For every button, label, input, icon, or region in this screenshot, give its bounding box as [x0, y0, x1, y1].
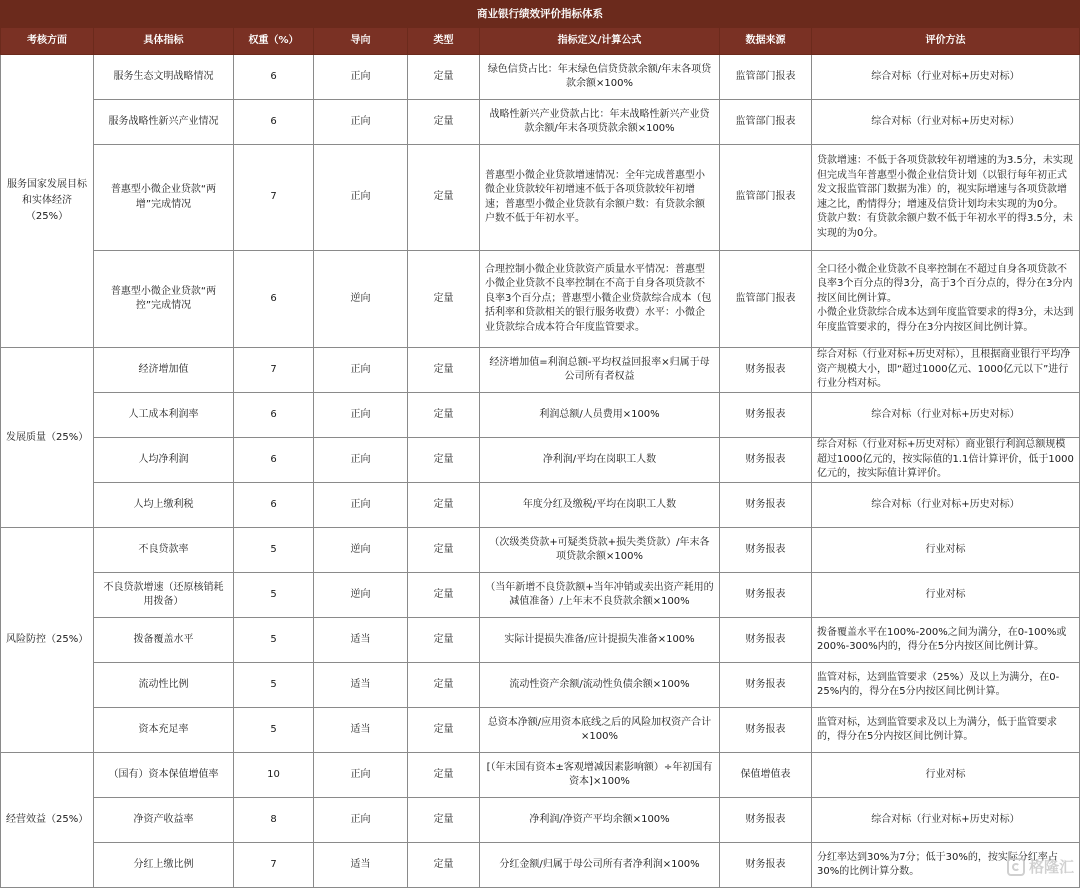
type-cell: 定量: [408, 753, 480, 798]
method-cell: 分红率达到30%为7分；低于30%的，按实际分红率占30%的比例计算分数。: [812, 843, 1080, 888]
direction-cell: 逆向: [314, 251, 408, 348]
table-row: [1, 348, 1080, 393]
method-cell: 行业对标: [812, 573, 1080, 618]
weight-cell: 6: [234, 483, 314, 528]
table-row: [1, 251, 1080, 348]
source-cell: 财务报表: [720, 393, 812, 438]
definition-cell: 实际计提损失准备/应计提损失准备×100%: [480, 618, 720, 663]
header-direction: 导向: [314, 28, 408, 55]
weight-cell: 8: [234, 798, 314, 843]
weight-cell: 7: [234, 348, 314, 393]
weight-cell: 7: [234, 145, 314, 251]
direction-cell: 正向: [314, 753, 408, 798]
table-row: [1, 753, 1080, 798]
definition-cell: 利润总额/人员费用×100%: [480, 393, 720, 438]
direction-cell: 正向: [314, 483, 408, 528]
table-row: [1, 393, 1080, 438]
header-weight: 权重（%）: [234, 28, 314, 55]
type-cell: 定量: [408, 573, 480, 618]
indicator-cell: 资本充足率: [94, 708, 234, 753]
table-body: [1, 55, 1080, 888]
type-cell: 定量: [408, 843, 480, 888]
source-cell: 财务报表: [720, 708, 812, 753]
definition-cell: 净利润/净资产平均余额×100%: [480, 798, 720, 843]
direction-cell: 正向: [314, 100, 408, 145]
direction-cell: 正向: [314, 55, 408, 100]
direction-cell: 正向: [314, 348, 408, 393]
source-cell: 财务报表: [720, 528, 812, 573]
source-cell: 财务报表: [720, 438, 812, 483]
indicator-cell: 不良贷款率: [94, 528, 234, 573]
table-row: [1, 100, 1080, 145]
source-cell: 财务报表: [720, 798, 812, 843]
weight-cell: 6: [234, 438, 314, 483]
definition-cell: 分红金额/归属于母公司所有者净利润×100%: [480, 843, 720, 888]
definition-cell: 绿色信贷占比：年末绿色信贷贷款余额/年末各项贷款余额×100%: [480, 55, 720, 100]
indicator-cell: 经济增加值: [94, 348, 234, 393]
header-method: 评价方法: [812, 28, 1080, 55]
method-cell: 综合对标（行业对标+历史对标）: [812, 393, 1080, 438]
method-cell: 综合对标（行业对标+历史对标）: [812, 55, 1080, 100]
dimension-cell: 经营效益（25%）: [1, 753, 94, 888]
direction-cell: 正向: [314, 798, 408, 843]
direction-cell: 适当: [314, 708, 408, 753]
type-cell: 定量: [408, 438, 480, 483]
indicator-cell: 不良贷款增速（还原核销耗用拨备）: [94, 573, 234, 618]
type-cell: 定量: [408, 483, 480, 528]
source-cell: 财务报表: [720, 843, 812, 888]
definition-cell: 战略性新兴产业贷款占比：年末战略性新兴产业贷款余额/年末各项贷款余额×100%: [480, 100, 720, 145]
direction-cell: 正向: [314, 145, 408, 251]
indicator-cell: 普惠型小微企业贷款“两控”完成情况: [94, 251, 234, 348]
table-row: [1, 528, 1080, 573]
table-title: 商业银行绩效评价指标体系: [1, 1, 1080, 28]
direction-cell: 正向: [314, 393, 408, 438]
definition-cell: 合理控制小微企业贷款资产质量水平情况：普惠型小微企业贷款不良率控制在不高于自身各项贷款不良率3个百分点；普惠型小微企业贷款综合成本（包括利率和贷款相关的银行服务收费）水平：小微企业贷款综合成本符合年度监管要求。: [480, 251, 720, 348]
header-dimension: 考核方面: [1, 28, 94, 55]
source-cell: 监管部门报表: [720, 145, 812, 251]
type-cell: 定量: [408, 348, 480, 393]
definition-cell: 经济增加值=利润总额-平均权益回报率×归属于母公司所有者权益: [480, 348, 720, 393]
indicator-cell: 净资产收益率: [94, 798, 234, 843]
indicator-cell: 普惠型小微企业贷款“两增”完成情况: [94, 145, 234, 251]
direction-cell: 适当: [314, 843, 408, 888]
type-cell: 定量: [408, 145, 480, 251]
method-cell: 综合对标（行业对标+历史对标）: [812, 483, 1080, 528]
definition-cell: 流动性资产余额/流动性负债余额×100%: [480, 663, 720, 708]
weight-cell: 10: [234, 753, 314, 798]
weight-cell: 6: [234, 55, 314, 100]
method-cell: 贷款增速：不低于各项贷款较年初增速的为3.5分，未实现但完成当年普惠型小微企业信贷计划（以银行每年初正式发文报监管部门数据为准）的，视实际增速与各项贷款增速之比，酌情得分；增速及信贷计划均未实现的为0分。 贷款户数：有贷款余额户数不低于年初水平的得3.5分，未实现的为0分。: [812, 145, 1080, 251]
method-cell: 综合对标（行业对标+历史对标）: [812, 100, 1080, 145]
method-cell: 监管对标，达到监管要求（25%）及以上为满分，在0-25%内的，得分在5分内按区间比例计算。: [812, 663, 1080, 708]
table-row: [1, 438, 1080, 483]
source-cell: 财务报表: [720, 348, 812, 393]
type-cell: 定量: [408, 798, 480, 843]
source-cell: 财务报表: [720, 618, 812, 663]
gelonghui-logo-icon: [1007, 858, 1025, 876]
definition-cell: 总资本净额/应用资本底线之后的风险加权资产合计×100%: [480, 708, 720, 753]
definition-cell: [（年末国有资本±客观增减因素影响额）÷年初国有资本]×100%: [480, 753, 720, 798]
indicator-cell: 流动性比例: [94, 663, 234, 708]
source-cell: 财务报表: [720, 573, 812, 618]
source-cell: 财务报表: [720, 663, 812, 708]
type-cell: 定量: [408, 55, 480, 100]
table-row: [1, 145, 1080, 251]
method-cell: 行业对标: [812, 528, 1080, 573]
definition-cell: （次级类贷款+可疑类贷款+损失类贷款）/年末各项贷款余额×100%: [480, 528, 720, 573]
table-row: [1, 483, 1080, 528]
header-source: 数据来源: [720, 28, 812, 55]
method-cell: 全口径小微企业贷款不良率控制在不超过自身各项贷款不良率3个百分点的得3分，高于3个百分点的，得分在3分内按区间比例计算。 小微企业贷款综合成本达到年度监管要求的得3分，未达到年度监管要求的，得分在3分内按区间比例计算。: [812, 251, 1080, 348]
definition-cell: 净利润/平均在岗职工人数: [480, 438, 720, 483]
dimension-cell: 发展质量（25%）: [1, 348, 94, 528]
method-cell: 拨备覆盖水平在100%-200%之间为满分，在0-100%或200%-300%内的，得分在5分内按区间比例计算。: [812, 618, 1080, 663]
weight-cell: 5: [234, 708, 314, 753]
direction-cell: 逆向: [314, 573, 408, 618]
weight-cell: 5: [234, 528, 314, 573]
weight-cell: 6: [234, 100, 314, 145]
watermark: [1007, 856, 1074, 877]
header-indicator: 具体指标: [94, 28, 234, 55]
type-cell: 定量: [408, 618, 480, 663]
type-cell: 定量: [408, 663, 480, 708]
method-cell: 综合对标（行业对标+历史对标）商业银行利润总额规模超过1000亿元的，按实际值的1.1倍计算评价，低于1000亿元的，按实际值计算评价。: [812, 438, 1080, 483]
table-row: [1, 573, 1080, 618]
method-cell: 行业对标: [812, 753, 1080, 798]
weight-cell: 6: [234, 251, 314, 348]
type-cell: 定量: [408, 251, 480, 348]
indicator-cell: 人均净利润: [94, 438, 234, 483]
source-cell: 监管部门报表: [720, 100, 812, 145]
table-row: [1, 798, 1080, 843]
indicator-cell: 服务战略性新兴产业情况: [94, 100, 234, 145]
indicator-cell: 人工成本利润率: [94, 393, 234, 438]
table-row: [1, 663, 1080, 708]
dimension-cell: 服务国家发展目标和实体经济（25%）: [1, 55, 94, 348]
table-row: [1, 55, 1080, 100]
dimension-cell: 风险防控（25%）: [1, 528, 94, 753]
indicator-cell: 人均上缴利税: [94, 483, 234, 528]
direction-cell: 正向: [314, 438, 408, 483]
indicator-cell: 服务生态文明战略情况: [94, 55, 234, 100]
table-row: [1, 843, 1080, 888]
direction-cell: 适当: [314, 663, 408, 708]
source-cell: 监管部门报表: [720, 251, 812, 348]
method-cell: 综合对标（行业对标+历史对标）: [812, 798, 1080, 843]
weight-cell: 7: [234, 843, 314, 888]
definition-cell: 年度分红及缴税/平均在岗职工人数: [480, 483, 720, 528]
definition-cell: 普惠型小微企业贷款增速情况：全年完成普惠型小微企业贷款较年初增速不低于各项贷款较年初增速；普惠型小微企业贷款有余额户数：有贷款余额户数不低于年初水平。: [480, 145, 720, 251]
header-type: 类型: [408, 28, 480, 55]
method-cell: 综合对标（行业对标+历史对标），且根据商业银行平均净资产规模大小，即“超过1000亿元、1000亿元以下”进行行业分档对标。: [812, 348, 1080, 393]
weight-cell: 5: [234, 573, 314, 618]
type-cell: 定量: [408, 528, 480, 573]
table-row: [1, 708, 1080, 753]
indicator-cell: （国有）资本保值增值率: [94, 753, 234, 798]
indicator-cell: 拨备覆盖水平: [94, 618, 234, 663]
direction-cell: 逆向: [314, 528, 408, 573]
direction-cell: 适当: [314, 618, 408, 663]
definition-cell: （当年新增不良贷款额+当年冲销或卖出资产耗用的减值准备）/上年末不良贷款余额×100%: [480, 573, 720, 618]
header-definition: 指标定义/计算公式: [480, 28, 720, 55]
watermark-text: 格隆汇: [1028, 858, 1074, 876]
type-cell: 定量: [408, 708, 480, 753]
type-cell: 定量: [408, 393, 480, 438]
indicator-cell: 分红上缴比例: [94, 843, 234, 888]
source-cell: 监管部门报表: [720, 55, 812, 100]
source-cell: 保值增值表: [720, 753, 812, 798]
method-cell: 监管对标，达到监管要求及以上为满分，低于监管要求的，得分在5分内按区间比例计算。: [812, 708, 1080, 753]
weight-cell: 6: [234, 393, 314, 438]
source-cell: 财务报表: [720, 483, 812, 528]
table-row: [1, 618, 1080, 663]
type-cell: 定量: [408, 100, 480, 145]
weight-cell: 5: [234, 618, 314, 663]
weight-cell: 5: [234, 663, 314, 708]
